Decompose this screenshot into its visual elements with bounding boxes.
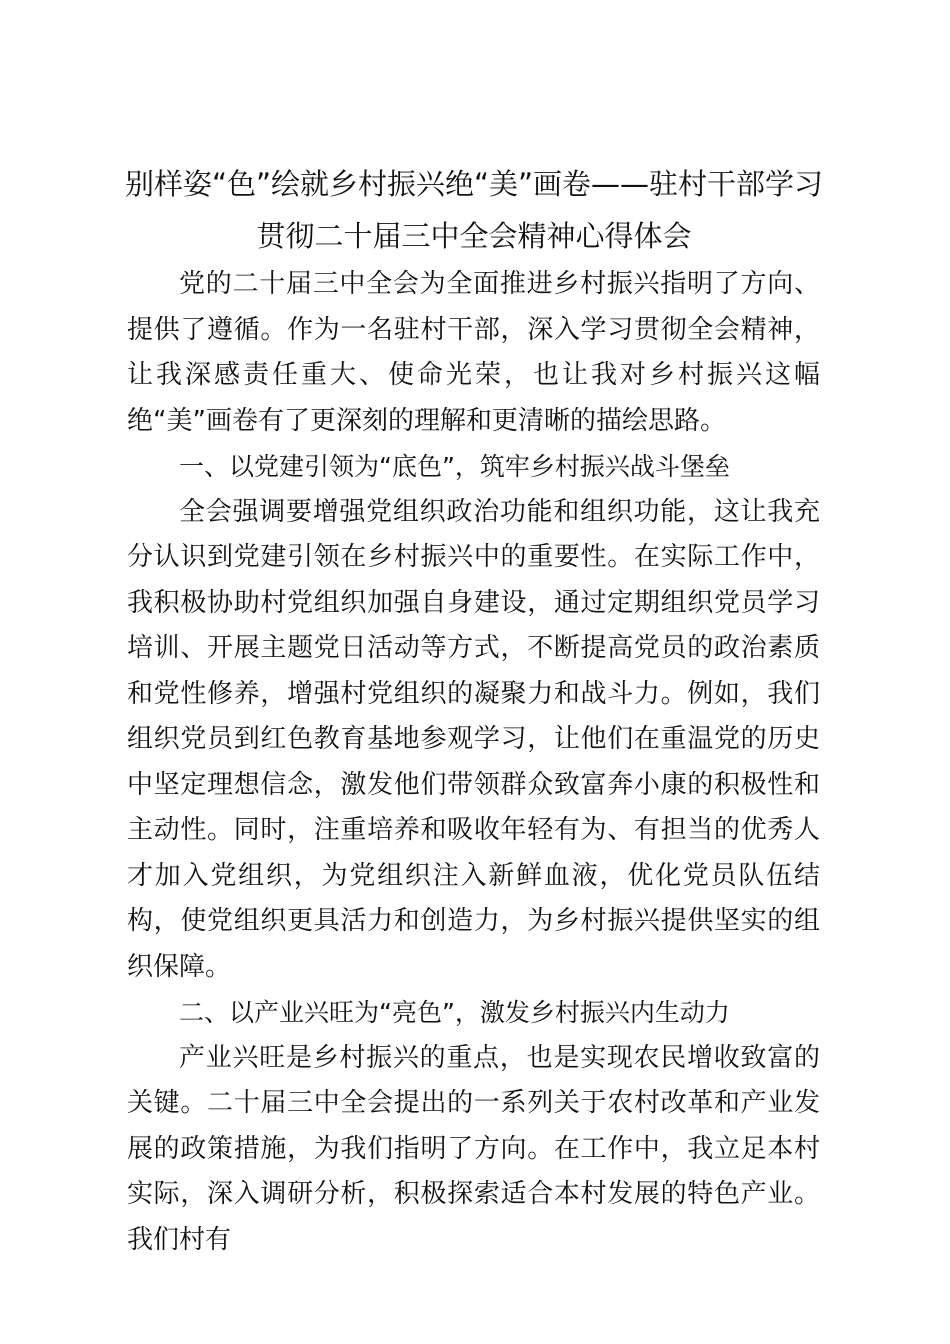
section-2-paragraph: 产业兴旺是乡村振兴的重点，也是实现农民增收致富的关键。二十届三中全会提出的一系列关于农村改革和产业发展的政策措施，为我们指明了方向。在工作中，我立足本村实际，深入调研分析，积极探索适合本村发展的特色产业。我们村有 — [127, 1042, 820, 1255]
section-2-heading: 二、以产业兴旺为“亮色”，激发乡村振兴内生动力 — [179, 998, 730, 1027]
document-title-line-2: 贯彻二十届三中全会精神心得体会 — [256, 219, 692, 253]
document-content — [124, 158, 824, 1263]
intro-paragraph: 党的二十届三中全会为全面推进乡村振兴指明了方向、提供了遵循。作为一名驻村干部，深入学习贯彻全会精神，让我深感责任重大、使命光荣，也让我对乡村振兴这幅绝“美”画卷有了更深刻的理解和更清晰的描绘思路。 — [127, 269, 820, 436]
document-title-line-1: 别样姿“色”绘就乡村振兴绝“美”画卷——驻村干部学习 — [124, 167, 824, 201]
section-1-paragraph: 全会强调要增强党组织政治功能和组织功能，这让我充分认识到党建引领在乡村振兴中的重要性。在实际工作中，我积极协助村党组织加强自身建设，通过定期组织党员学习培训、开展主题党日活动等方式，不断提高党员的政治素质和党性修养，增强村党组织的凝聚力和战斗力。例如，我们组织党员到红色教育基地参观学习，让他们在重温党的历史中坚定理想信念，激发他们带领群众致富奔小康的积极性和主动性。同时，注重培养和吸收年轻有为、有担当的优秀人才加入党组织，为党组织注入新鲜血液，优化党员队伍结构，使党组织更具活力和创造力，为乡村振兴提供坚实的组织保障。 — [127, 496, 820, 982]
section-1-heading: 一、以党建引领为“底色”，筑牢乡村振兴战斗堡垒 — [179, 452, 730, 481]
